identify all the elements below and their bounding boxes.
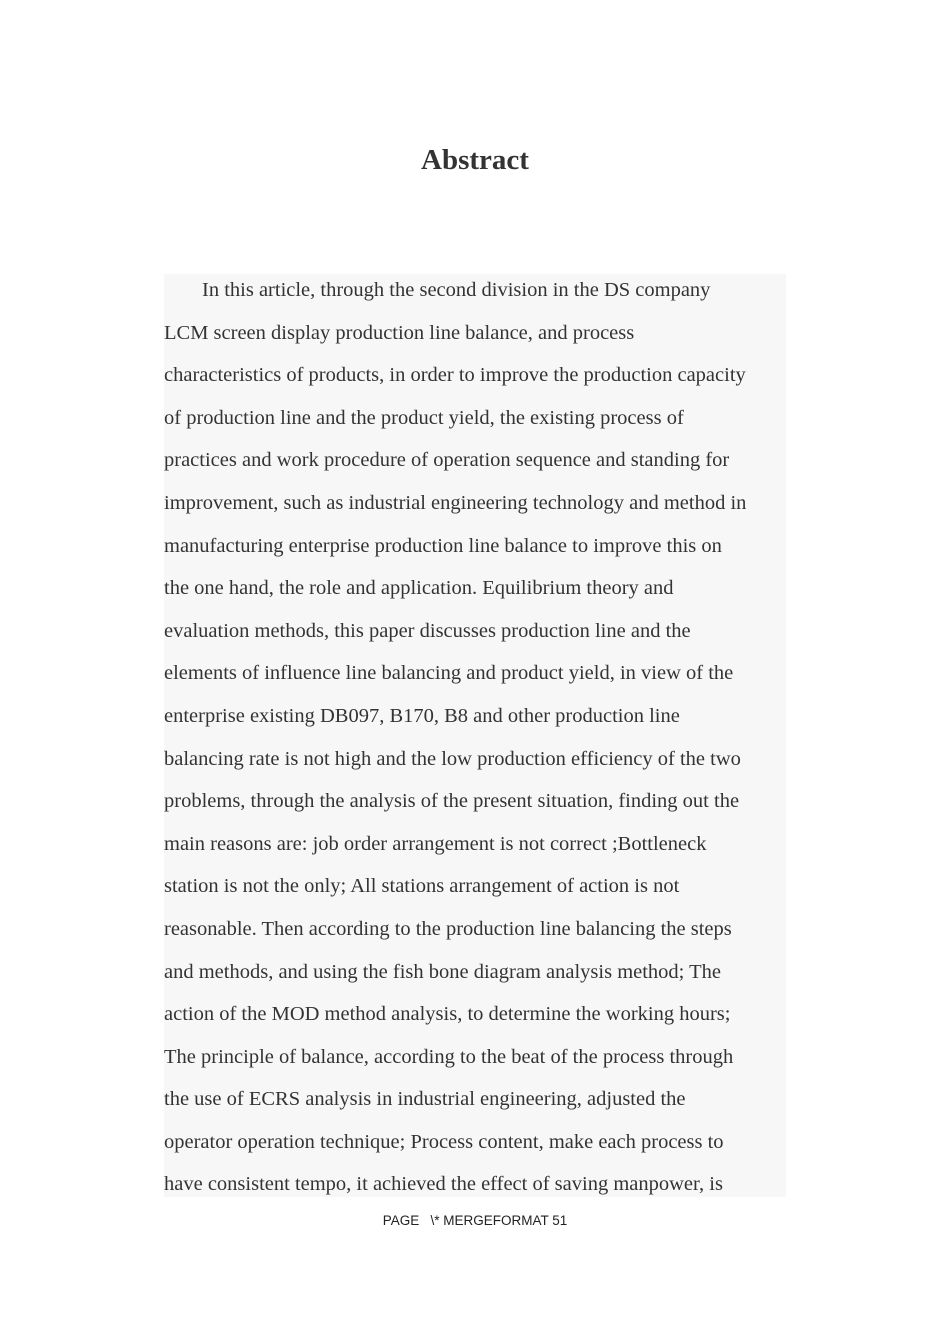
abstract-line: the one hand, the role and application. Equilibrium theory and [164,577,674,600]
abstract-line: of production line and the product yield, the existing process of [164,406,684,429]
abstract-line: The principle of balance, according to the beat of the process through [164,1045,734,1068]
abstract-line: enterprise existing DB097, B170, B8 and other production line [164,704,680,727]
abstract-line: the use of ECRS analysis in industrial engineering, adjusted the [164,1088,686,1111]
page-footer: PAGE \* MERGEFORMAT 51 [382,1213,568,1228]
page-title: Abstract [421,144,529,176]
abstract-line: In this article, through the second division in the DS company [202,279,711,301]
abstract-line: balancing rate is not high and the low production efficiency of the two [164,747,741,770]
abstract-line: manufacturing enterprise production line balance to improve this on [164,534,722,557]
abstract-line: main reasons are: job order arrangement is not correct ;Bottleneck [164,832,707,855]
abstract-line: practices and work procedure of operation sequence and standing for [164,449,730,472]
abstract-line: elements of influence line balancing and product yield, in view of the [164,662,734,685]
abstract-body [164,274,786,1197]
abstract-line: improvement, such as industrial engineering technology and method in [164,491,747,514]
abstract-line: reasonable. Then according to the production line balancing the steps [164,917,732,940]
abstract-line: characteristics of products, in order to improve the production capacity [164,364,746,387]
abstract-line: and methods, and using the fish bone diagram analysis method; The [164,960,722,983]
abstract-line: action of the MOD method analysis, to determine the working hours; [164,1003,731,1026]
abstract-line: operator operation technique; Process content, make each process to [164,1130,724,1153]
abstract-line: problems, through the analysis of the present situation, finding out the [164,790,740,813]
abstract-line: evaluation methods, this paper discusses production line and the [164,619,691,642]
abstract-line: have consistent tempo, it achieved the effect of saving manpower, is [164,1173,723,1196]
abstract-line: station is not the only; All stations arrangement of action is not [164,875,680,898]
abstract-line: LCM screen display production line balance, and process [164,321,635,344]
